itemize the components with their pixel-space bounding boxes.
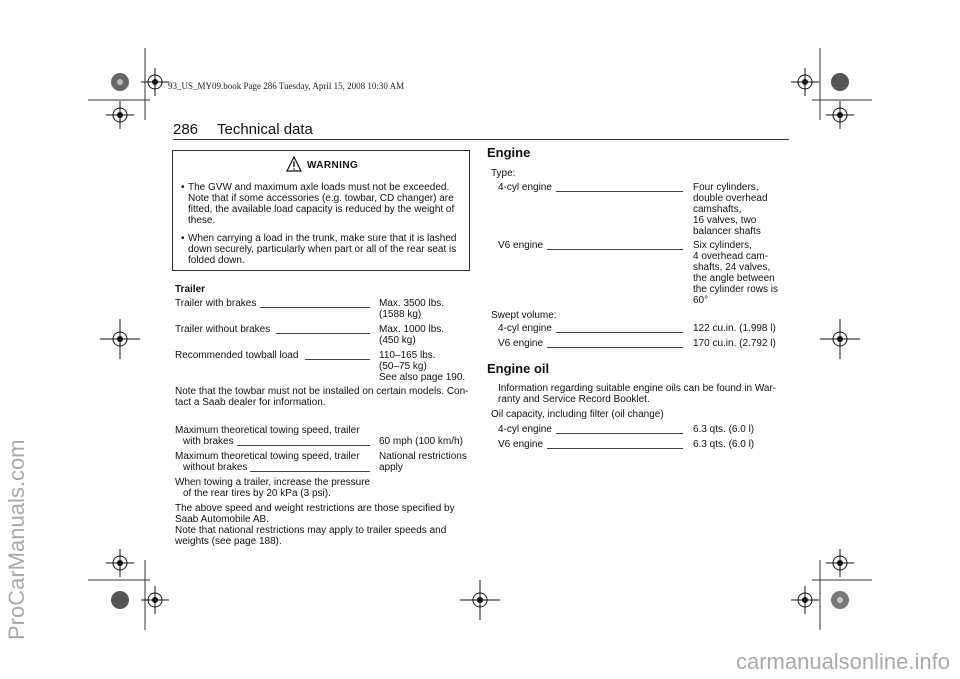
leader-line: [547, 249, 683, 250]
tyre-pressure-note: When towing a trailer, increase the pressure of the rear tires by 20 kPa (3 psi).: [175, 477, 371, 499]
warning-item: • When carrying a load in the trunk, make sure that it is lashed down securely, particularly when part or all of the rear seat is folded down.: [181, 233, 463, 266]
leader-line: [276, 333, 370, 334]
oil-info: Information regarding suitable engine oils can be found in War- ranty and Service Record Booklet.: [498, 383, 777, 405]
header-rule: [173, 139, 789, 140]
spec-label: V6 engine: [498, 439, 544, 450]
leader-line: [556, 332, 683, 333]
spec-label: Maximum theoretical towing speed, trailer with brakes: [175, 425, 360, 447]
spec-label: V6 engine: [498, 338, 544, 349]
trailer-heading: Trailer: [175, 284, 206, 295]
spec-value: Six cylinders, 4 overhead cam- shafts, 24 valves, the angle between the cylinder rows is 60°: [693, 240, 779, 306]
spec-value: 60 mph (100 km/h): [379, 436, 463, 447]
warning-box: [172, 150, 470, 271]
spec-value: 170 cu.in. (2.792 l): [693, 338, 776, 349]
warning-list: [181, 182, 463, 273]
spec-label: Trailer with brakes: [175, 298, 257, 309]
spec-label: 4-cyl engine: [498, 424, 552, 435]
spec-label: Recommended towball load: [175, 350, 299, 361]
spec-value: 110–165 lbs. (50–75 kg) See also page 190.: [379, 350, 466, 383]
warning-item: • The GVW and maximum axle loads must not be exceeded. Note that if some accessories (e.g. towbar, CD changer) are fitted, the available load capacity is reduced by the weight of these.: [181, 182, 463, 226]
leader-line: [547, 347, 683, 348]
towbar-note: Note that the towbar must not be installed on certain models. Con- tact a Saab dealer for information.: [175, 386, 469, 408]
leader-line: [260, 307, 370, 308]
spec-label: V6 engine: [498, 240, 544, 251]
leader-line: [237, 445, 370, 446]
spec-value: 6.3 qts. (6.0 l): [693, 424, 755, 435]
spec-value: Max. 1000 lbs. (450 kg): [379, 324, 445, 346]
spec-label: Trailer without brakes: [175, 324, 271, 335]
spec-value: Four cylinders, double overhead camshafts, 16 valves, two balancer shafts: [693, 182, 768, 237]
restrictions-note: The above speed and weight restrictions are those specified by Saab Automobile AB. Note that national restrictions may apply to trailer speeds and weights (see page 188).: [175, 503, 455, 547]
leader-line: [547, 448, 683, 449]
swept-volume-label: Swept volume:: [491, 310, 557, 321]
leader-line: [556, 433, 683, 434]
warning-title: WARNING: [307, 160, 359, 171]
spec-value: 122 cu.in. (1.998 l): [693, 323, 776, 334]
side-watermark: ProCarManuals.com: [4, 439, 29, 640]
footer-watermark: carmanualsonline.info: [735, 649, 950, 674]
leader-line: [250, 471, 370, 472]
warning-triangle-icon: [286, 156, 302, 172]
spec-value: Max. 3500 lbs. (1588 kg): [379, 298, 445, 320]
type-label: Type:: [491, 168, 516, 179]
spec-label: 4-cyl engine: [498, 323, 552, 334]
leader-line: [556, 191, 683, 192]
leader-line: [305, 359, 370, 360]
page-title: Technical data: [217, 121, 313, 138]
book-meta: 93_US_MY09.book Page 286 Tuesday, April 15, 2008 10:30 AM: [168, 81, 405, 91]
engine-heading: Engine: [487, 145, 531, 160]
oil-capacity-label: Oil capacity, including filter (oil change): [491, 409, 664, 420]
spec-value: 6.3 qts. (6.0 l): [693, 439, 755, 450]
spec-label: Maximum theoretical towing speed, trailer without brakes: [175, 451, 360, 473]
engine-oil-heading: Engine oil: [487, 361, 550, 376]
page-number: 286: [173, 121, 199, 138]
warning-header: [173, 155, 469, 175]
spec-value: National restrictions apply: [379, 451, 467, 473]
spec-label: 4-cyl engine: [498, 182, 552, 193]
